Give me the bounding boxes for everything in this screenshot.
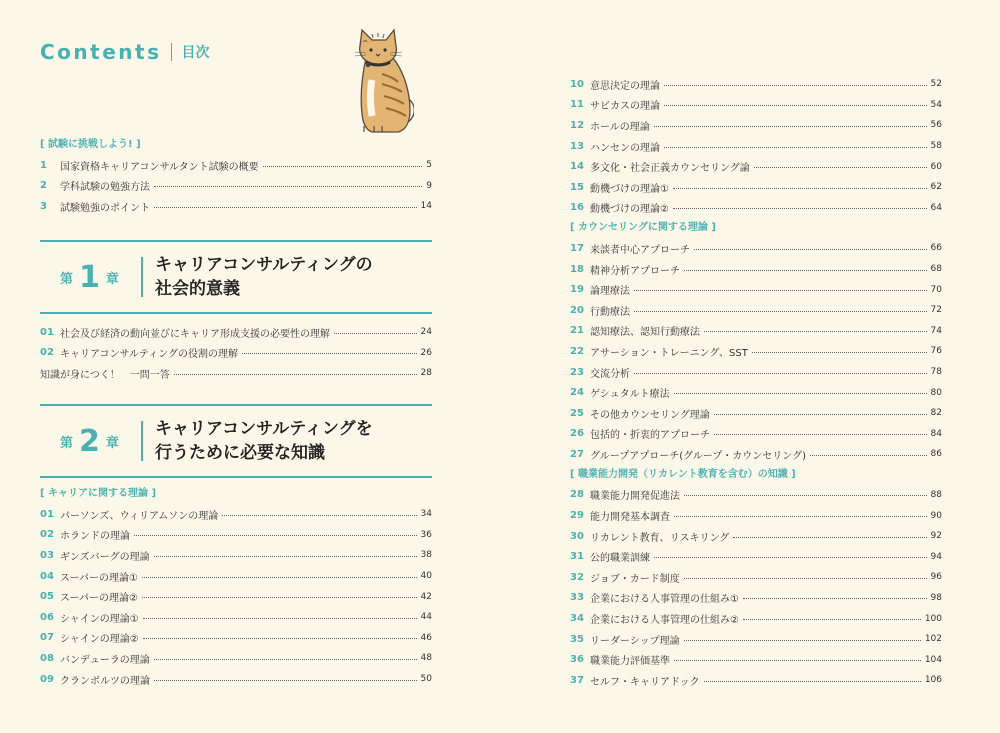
toc-label: リカレント教育、リスキリング xyxy=(590,532,730,544)
toc-label: 精神分析アプローチ xyxy=(590,265,680,277)
toc-label: ギンズバーグの理論 xyxy=(60,551,150,563)
toc-number: 14 xyxy=(570,161,584,173)
toc-label: キャリアコンサルティングの役割の理解 xyxy=(60,349,238,361)
leader-dots xyxy=(154,680,417,681)
toc-item[interactable] xyxy=(570,115,942,136)
toc-page: 74 xyxy=(930,325,942,336)
toc-item[interactable] xyxy=(570,136,942,157)
toc-page: 82 xyxy=(930,408,942,419)
toc-page: 100 xyxy=(924,613,942,624)
chapter-title-line1: キャリアコンサルティングを xyxy=(155,419,373,439)
toc-item[interactable] xyxy=(570,403,942,424)
contents-title: Contents xyxy=(40,40,162,64)
toc-item[interactable] xyxy=(570,629,942,650)
toc-page: 104 xyxy=(924,654,942,665)
toc-label: シャインの理論② xyxy=(60,634,139,646)
toc-page: 5 xyxy=(426,160,432,171)
toc-number: 1 xyxy=(40,159,47,171)
toc-item[interactable] xyxy=(570,424,942,445)
leader-dots xyxy=(242,353,417,354)
toc-number: 35 xyxy=(570,633,584,645)
toc-number: 05 xyxy=(40,591,54,603)
toc-label: 能力開発基本調査 xyxy=(590,512,670,524)
chapter-sho: 章 xyxy=(105,271,119,287)
chapter-2-heading[interactable] xyxy=(40,404,432,478)
toc-label: シャインの理論① xyxy=(60,613,139,625)
toc-page: 96 xyxy=(930,572,942,583)
chapter-label xyxy=(40,424,133,459)
toc-item[interactable] xyxy=(40,196,432,217)
chapter-sho: 章 xyxy=(105,435,119,451)
leader-dots xyxy=(704,681,921,682)
chapter-2-section xyxy=(40,404,432,689)
toc-number: 36 xyxy=(570,654,584,666)
toc-item[interactable] xyxy=(40,628,432,649)
toc-page: 48 xyxy=(420,653,432,664)
toc-number: 20 xyxy=(570,304,584,316)
toc-page: 58 xyxy=(930,141,942,152)
toc-label: スーパーの理論② xyxy=(60,593,138,605)
toc-number: 23 xyxy=(570,366,584,378)
leader-dots xyxy=(673,188,927,189)
toc-page: 28 xyxy=(420,368,432,379)
toc-label: 行動療法 xyxy=(590,306,630,318)
toc-item[interactable] xyxy=(570,485,942,506)
section-header-counseling: [ カウンセリングに関する理論 ] xyxy=(570,222,716,234)
toc-item[interactable] xyxy=(40,525,432,546)
right-list xyxy=(570,74,942,691)
toc-label: アサーション・トレーニング、SST xyxy=(590,347,748,359)
toc-item[interactable] xyxy=(40,607,432,628)
chapter-title-line1: キャリアコンサルティングの xyxy=(155,255,373,275)
leader-dots xyxy=(154,207,417,208)
chapter-divider xyxy=(141,421,143,461)
toc-number: 32 xyxy=(570,571,584,583)
toc-item[interactable] xyxy=(40,322,432,343)
toc-item[interactable] xyxy=(40,669,432,690)
toc-page: 106 xyxy=(924,675,942,686)
leader-dots xyxy=(334,333,417,334)
toc-number: 34 xyxy=(570,613,584,625)
toc-item[interactable] xyxy=(570,321,942,342)
toc-item[interactable] xyxy=(40,176,432,197)
toc-item[interactable] xyxy=(40,586,432,607)
toc-number: 18 xyxy=(570,263,584,275)
toc-label: 知識が身につく！ 一問一答 xyxy=(40,369,170,381)
title-divider xyxy=(171,43,172,61)
toc-number: 17 xyxy=(570,242,584,254)
leader-dots xyxy=(143,618,417,619)
toc-item[interactable] xyxy=(40,566,432,587)
toc-item[interactable] xyxy=(570,95,942,116)
toc-page: 52 xyxy=(930,79,942,90)
leader-dots xyxy=(174,374,417,375)
toc-label: 試験勉強のポイント xyxy=(60,202,150,214)
leader-dots xyxy=(664,85,927,86)
leader-dots xyxy=(743,598,927,599)
leader-dots xyxy=(142,577,417,578)
chapter-title-line2: 社会的意義 xyxy=(155,279,240,299)
chapter-dai: 第 xyxy=(60,435,74,451)
chapter-title xyxy=(155,253,373,301)
toc-label: クランボルツの理論 xyxy=(60,675,150,687)
toc-label: リーダーシップ理論 xyxy=(590,635,680,647)
toc-item[interactable] xyxy=(570,362,942,383)
toc-page: 50 xyxy=(420,674,432,685)
toc-page: 102 xyxy=(924,634,942,645)
leader-dots xyxy=(654,557,927,558)
toc-item[interactable] xyxy=(40,363,432,384)
toc-number: 25 xyxy=(570,407,584,419)
leader-dots xyxy=(743,619,921,620)
right-group-1 xyxy=(570,74,942,218)
toc-page: 62 xyxy=(930,182,942,193)
toc-page: 42 xyxy=(420,591,432,602)
leader-dots xyxy=(142,597,417,598)
toc-label: 包括的・折衷的アプローチ xyxy=(590,430,710,442)
toc-number: 21 xyxy=(570,325,584,337)
toc-label: 多文化・社会正義カウンセリング論 xyxy=(590,163,750,175)
toc-label: 来談者中心アプローチ xyxy=(590,244,690,256)
toc-page: 98 xyxy=(930,592,942,603)
chapter-divider xyxy=(141,257,143,297)
toc-page: 60 xyxy=(930,161,942,172)
toc-page: 94 xyxy=(930,551,942,562)
leader-dots xyxy=(134,535,417,536)
toc-label: その他カウンセリング理論 xyxy=(590,409,710,421)
toc-item[interactable] xyxy=(40,545,432,566)
toc-page: 64 xyxy=(930,202,942,213)
toc-page: 14 xyxy=(420,201,432,212)
toc-number: 15 xyxy=(570,181,584,193)
leader-dots xyxy=(754,167,927,168)
toc-item[interactable] xyxy=(570,341,942,362)
toc-number: 27 xyxy=(570,448,584,460)
toc-page: 88 xyxy=(930,489,942,500)
toc-item[interactable] xyxy=(570,505,942,526)
chapter-dai: 第 xyxy=(60,271,74,287)
leader-dots xyxy=(684,495,927,496)
cat-illustration xyxy=(352,26,414,138)
toc-number: 2 xyxy=(40,180,47,192)
intro-section xyxy=(40,135,432,217)
toc-page: 72 xyxy=(930,305,942,316)
toc-number: 06 xyxy=(40,611,54,623)
toc-number: 3 xyxy=(40,200,47,212)
toc-number: 31 xyxy=(570,551,584,563)
leader-dots xyxy=(263,166,423,167)
toc-number: 19 xyxy=(570,284,584,296)
toc-number: 29 xyxy=(570,510,584,522)
chapter-title xyxy=(155,417,373,465)
toc-label: ゲシュタルト療法 xyxy=(590,389,670,401)
toc-page: 76 xyxy=(930,346,942,357)
chapter-number: 2 xyxy=(79,423,100,459)
toc-label: セルフ・キャリアドック xyxy=(590,676,700,688)
chapter-1-heading[interactable] xyxy=(40,240,432,314)
leader-dots xyxy=(714,414,927,415)
toc-item[interactable] xyxy=(40,648,432,669)
toc-label: 交流分析 xyxy=(590,368,630,380)
toc-label: 論理療法 xyxy=(590,286,630,298)
contents-header xyxy=(40,40,209,64)
right-group-2 xyxy=(570,238,942,465)
toc-number: 07 xyxy=(40,632,54,644)
toc-label: 職業能力評価基準 xyxy=(590,656,670,668)
toc-item[interactable] xyxy=(570,567,942,588)
toc-label: 動機づけの理論① xyxy=(590,183,669,195)
toc-item[interactable] xyxy=(570,279,942,300)
leader-dots xyxy=(684,270,927,271)
leader-dots xyxy=(222,515,416,516)
toc-page: 70 xyxy=(930,284,942,295)
toc-label: 国家資格キャリアコンサルタント試験の概要 xyxy=(60,161,259,173)
toc-page: 84 xyxy=(930,428,942,439)
toc-item[interactable] xyxy=(570,670,942,691)
section-header-vocational: [ 職業能力開発（リカレント教育を含む）の知識 ] xyxy=(570,468,796,480)
leader-dots xyxy=(654,126,927,127)
leader-dots xyxy=(674,393,927,394)
toc-number: 03 xyxy=(40,549,54,561)
toc-page: 56 xyxy=(930,120,942,131)
section-header-career: [ キャリアに関する理論 ] xyxy=(40,488,157,499)
toc-page: 66 xyxy=(930,243,942,254)
toc-label: 認知療法、認知行動療法 xyxy=(590,327,700,339)
toc-label: ホールの理論 xyxy=(590,121,650,133)
toc-item[interactable] xyxy=(570,177,942,198)
toc-label: 学科試験の勉強方法 xyxy=(60,182,150,194)
toc-item[interactable] xyxy=(570,259,942,280)
toc-number: 22 xyxy=(570,345,584,357)
toc-label: サビカスの理論 xyxy=(590,101,660,113)
section-header-intro: [ 試験に挑戦しよう! ] xyxy=(40,139,141,150)
leader-dots xyxy=(154,186,422,187)
toc-number: 02 xyxy=(40,347,54,359)
toc-label: 企業における人事管理の仕組み② xyxy=(590,615,739,627)
toc-label: パーソンズ、ウィリアムソンの理論 xyxy=(60,510,219,522)
toc-item[interactable] xyxy=(570,382,942,403)
leader-dots xyxy=(143,638,417,639)
leader-dots xyxy=(634,311,927,312)
toc-page: 80 xyxy=(930,387,942,398)
leader-dots xyxy=(674,660,921,661)
leader-dots xyxy=(810,455,927,456)
toc-number: 37 xyxy=(570,674,584,686)
toc-label: 職業能力開発促進法 xyxy=(590,491,680,503)
toc-page: 26 xyxy=(420,347,432,358)
toc-number: 02 xyxy=(40,529,54,541)
chapter-1-section xyxy=(40,240,432,384)
toc-label: 意思決定の理論 xyxy=(590,80,660,92)
leader-dots xyxy=(733,537,926,538)
leader-dots xyxy=(634,373,927,374)
toc-item[interactable] xyxy=(570,588,942,609)
toc-page: 36 xyxy=(420,529,432,540)
toc-item[interactable] xyxy=(570,546,942,567)
toc-number: 12 xyxy=(570,119,584,131)
leader-dots xyxy=(634,290,927,291)
toc-item[interactable] xyxy=(40,343,432,364)
toc-label: スーパーの理論① xyxy=(60,572,138,584)
toc-number: 26 xyxy=(570,428,584,440)
chapter-number: 1 xyxy=(79,259,100,295)
toc-page: 38 xyxy=(420,550,432,561)
chapter-title-line2: 行うために必要な知識 xyxy=(155,443,325,463)
leader-dots xyxy=(664,147,927,148)
toc-item[interactable] xyxy=(570,198,942,219)
contents-title-jp: 目次 xyxy=(181,45,210,61)
toc-item[interactable] xyxy=(570,444,942,465)
toc-page: 68 xyxy=(930,264,942,275)
toc-number: 01 xyxy=(40,508,54,520)
leader-dots xyxy=(714,434,927,435)
toc-number: 24 xyxy=(570,387,584,399)
toc-number: 01 xyxy=(40,326,54,338)
toc-label: 動機づけの理論② xyxy=(590,204,669,216)
leader-dots xyxy=(704,331,927,332)
leader-dots xyxy=(684,640,921,641)
leader-dots xyxy=(154,556,417,557)
toc-item[interactable] xyxy=(570,608,942,629)
toc-number: 16 xyxy=(570,202,584,214)
toc-page: 90 xyxy=(930,510,942,521)
toc-page: 46 xyxy=(420,632,432,643)
toc-item[interactable] xyxy=(570,526,942,547)
toc-label: ハンセンの理論 xyxy=(590,142,660,154)
toc-page: 54 xyxy=(930,99,942,110)
toc-number: 08 xyxy=(40,652,54,664)
toc-page: 78 xyxy=(930,367,942,378)
toc-label: 公的職業訓練 xyxy=(590,553,650,565)
toc-item[interactable] xyxy=(570,74,942,95)
leader-dots xyxy=(694,249,927,250)
toc-item[interactable] xyxy=(40,155,432,176)
toc-page: 34 xyxy=(420,509,432,520)
toc-number: 33 xyxy=(570,592,584,604)
toc-item[interactable] xyxy=(570,300,942,321)
leader-dots xyxy=(752,352,927,353)
toc-item[interactable] xyxy=(570,156,942,177)
toc-item[interactable] xyxy=(570,649,942,670)
toc-number: 13 xyxy=(570,140,584,152)
toc-number: 04 xyxy=(40,570,54,582)
right-group-3 xyxy=(570,485,942,691)
leader-dots xyxy=(154,659,417,660)
toc-number: 11 xyxy=(570,99,584,111)
toc-label: 企業における人事管理の仕組み① xyxy=(590,594,739,606)
toc-number: 28 xyxy=(570,489,584,501)
chapter-2-list xyxy=(40,504,432,689)
toc-page: 24 xyxy=(420,327,432,338)
chapter-label xyxy=(40,260,133,295)
toc-page: 40 xyxy=(420,571,432,582)
toc-label: ジョブ・カード制度 xyxy=(590,573,680,585)
toc-item[interactable] xyxy=(570,238,942,259)
toc-page: 44 xyxy=(420,612,432,623)
toc-label: グループアプローチ(グループ・カウンセリング) xyxy=(590,450,807,462)
toc-page: 9 xyxy=(426,180,432,191)
toc-label: バンデューラの理論 xyxy=(60,654,150,666)
toc-page: 86 xyxy=(930,449,942,460)
leader-dots xyxy=(674,516,927,517)
toc-number: 09 xyxy=(40,673,54,685)
toc-label: 社会及び経済の動向並びにキャリア形成支援の必要性の理解 xyxy=(60,328,330,340)
leader-dots xyxy=(684,578,927,579)
toc-page: 92 xyxy=(930,531,942,542)
leader-dots xyxy=(673,208,927,209)
toc-label: ホランドの理論 xyxy=(60,531,130,543)
toc-number: 30 xyxy=(570,530,584,542)
toc-item[interactable] xyxy=(40,504,432,525)
toc-number: 10 xyxy=(570,78,584,90)
leader-dots xyxy=(664,105,927,106)
